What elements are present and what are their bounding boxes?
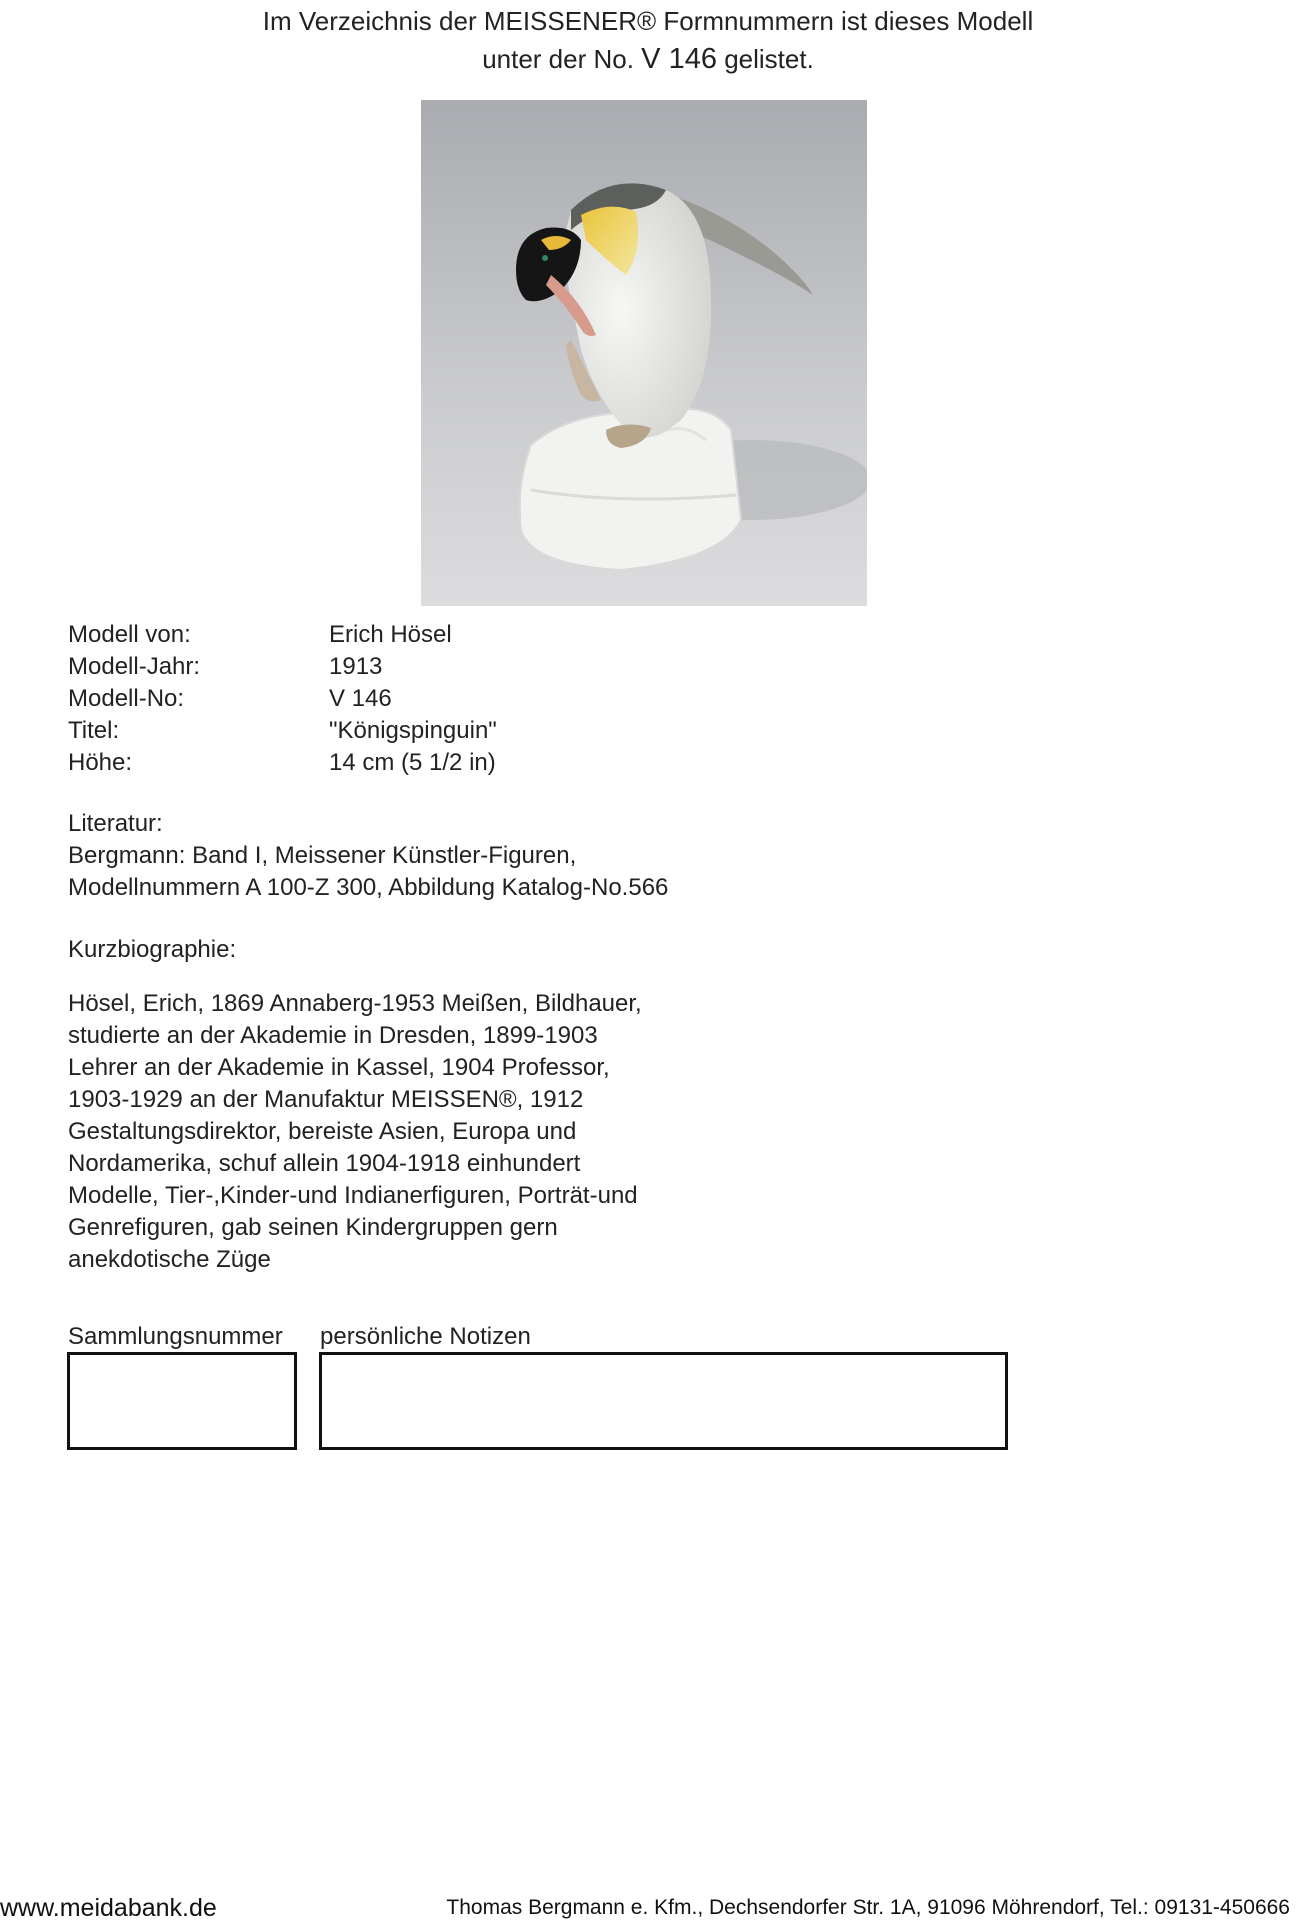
biographie-text bbox=[68, 988, 642, 1276]
modell-jahr-value: 1913 bbox=[329, 653, 383, 680]
biographie-line: Genrefiguren, gab seinen Kindergruppen gern bbox=[68, 1214, 558, 1241]
footer-address: Thomas Bergmann e. Kfm., Dechsendorfer Str. 1A, 91096 Möhrendorf, Tel.: 09131-450666 bbox=[446, 1896, 1290, 1919]
modell-no-value: V 146 bbox=[329, 685, 392, 712]
header-line-2 bbox=[0, 40, 1296, 78]
notizen-label: persönliche Notizen bbox=[320, 1323, 531, 1350]
biographie-line: Lehrer an der Akademie in Kassel, 1904 Professor, bbox=[68, 1054, 610, 1081]
model-number-highlight: V 146 bbox=[641, 43, 717, 75]
titel-label: Titel: bbox=[68, 717, 120, 744]
biographie-line: Hösel, Erich, 1869 Annaberg-1953 Meißen, Bildhauer, bbox=[68, 990, 642, 1017]
header-suffix: gelistet. bbox=[724, 44, 814, 74]
sammlungsnummer-field[interactable] bbox=[67, 1352, 297, 1450]
modell-no-label: Modell-No: bbox=[68, 685, 185, 712]
modell-jahr-label: Modell-Jahr: bbox=[68, 653, 201, 680]
biographie-line: Nordamerika, schuf allein 1904-1918 einhundert bbox=[68, 1150, 581, 1177]
hoehe-label: Höhe: bbox=[68, 749, 133, 776]
literatur-section bbox=[68, 808, 668, 904]
modell-von-label: Modell von: bbox=[68, 621, 191, 648]
biographie-heading: Kurzbiographie: bbox=[68, 936, 237, 963]
literatur-line: Modellnummern A 100-Z 300, Abbildung Katalog-No.566 bbox=[68, 874, 669, 901]
header-line-1: Im Verzeichnis der MEISSENER® Formnummern ist dieses Modell bbox=[262, 6, 1034, 36]
biographie-line: Modelle, Tier-,Kinder-und Indianerfiguren, Porträt-und bbox=[68, 1182, 638, 1209]
biographie-line: Gestaltungsdirektor, bereiste Asien, Europa und bbox=[68, 1118, 577, 1145]
biographie-line: anekdotische Züge bbox=[68, 1246, 271, 1273]
literatur-line: Bergmann: Band I, Meissener Künstler-Figuren, bbox=[68, 842, 577, 869]
biographie-line: studierte an der Akademie in Dresden, 1899-1903 bbox=[68, 1022, 598, 1049]
figurine-photo bbox=[421, 100, 867, 606]
titel-value: "Königspinguin" bbox=[329, 717, 497, 744]
literatur-heading: Literatur: bbox=[68, 810, 163, 837]
hoehe-value: 14 cm (5 1/2 in) bbox=[329, 749, 496, 776]
biographie-line: 1903-1929 an der Manufaktur MEISSEN®, 1912 bbox=[68, 1086, 584, 1113]
sammlungsnummer-label: Sammlungsnummer bbox=[68, 1323, 283, 1350]
page-header bbox=[0, 2, 1296, 78]
modell-von-value: Erich Hösel bbox=[329, 621, 452, 648]
header-prefix: unter der No. bbox=[482, 44, 634, 74]
footer-website[interactable]: www.meidabank.de bbox=[0, 1894, 217, 1922]
notizen-field[interactable] bbox=[319, 1352, 1008, 1450]
